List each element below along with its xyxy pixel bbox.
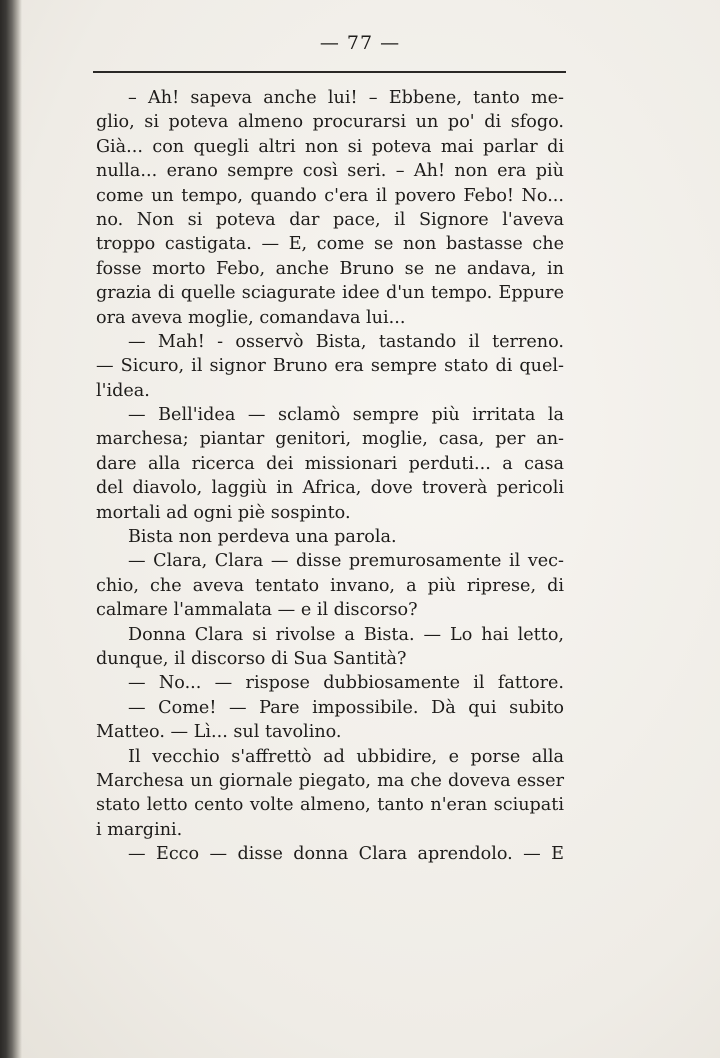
text-line: del diavolo, laggiù in Africa, dove troverà pericoli [96, 478, 564, 499]
text-line: — Clara, Clara — disse premurosamente il vec- [128, 551, 564, 572]
text-line: — Ecco — disse donna Clara aprendolo. — E [128, 844, 564, 865]
text-line: — Mah! - osservò Bista, tastando il terreno. [128, 331, 564, 352]
text-line: glio, si poteva almeno procurarsi un po' di sfogo. [96, 112, 564, 133]
text-line: Marchesa un giornale piegato, ma che doveva esser [96, 770, 564, 791]
text-line: — Come! — Pare impossibile. Dà qui subito [128, 697, 564, 718]
text-line: dare alla ricerca dei missionari perduti... a casa [96, 453, 564, 474]
text-line: no. Non si poteva dar pace, il Signore l'aveva [96, 209, 564, 230]
body-text [96, 86, 564, 867]
header-rule [93, 71, 566, 73]
text-line: troppo castigata. — E, come se non bastasse che [96, 234, 564, 255]
text-line: Matteo. — Lì... sul tavolino. [96, 722, 342, 743]
text-line: l'idea. [96, 380, 150, 401]
text-line: — No... — rispose dubbiosamente il fattore. [128, 673, 564, 694]
text-line: Già... con quegli altri non si poteva mai parlar di [96, 136, 564, 157]
text-line: mortali ad ogni piè sospinto. [96, 502, 351, 523]
text-line: marchesa; piantar genitori, moglie, casa, per an- [96, 429, 564, 450]
text-line: Il vecchio s'affrettò ad ubbidire, e porse alla [128, 746, 564, 767]
text-line: calmare l'ammalata — e il discorso? [96, 600, 418, 621]
text-line: i margini. [96, 819, 183, 840]
text-line: chio, che aveva tentato invano, a più riprese, di [96, 575, 564, 596]
text-line: ora aveva moglie, comandava lui... [96, 307, 406, 328]
text-line: nulla... erano sempre così seri. – Ah! non era più [96, 161, 564, 182]
text-line: fosse morto Febo, anche Bruno se ne andava, in [96, 258, 564, 279]
text-line: grazia di quelle sciagurate idee d'un tempo. Eppure [96, 283, 564, 304]
text-line: — Bell'idea — sclamò sempre più irritata la [128, 405, 564, 426]
text-line: – Ah! sapeva anche lui! – Ebbene, tanto me- [128, 88, 564, 108]
book-binding-edge [0, 0, 22, 1058]
page-number-header: — 77 — [319, 32, 401, 54]
text-line: stato letto cento volte almeno, tanto n'eran sciupati [96, 795, 564, 816]
text-line: Donna Clara si rivolse a Bista. — Lo hai letto, [128, 624, 564, 645]
text-line: — Sicuro, il signor Bruno era sempre stato di quel- [96, 356, 564, 377]
text-line: Bista non perdeva una parola. [128, 527, 397, 548]
text-line: come un tempo, quando c'era il povero Febo! No... [96, 185, 564, 206]
text-line: dunque, il discorso di Sua Santità? [96, 648, 407, 669]
